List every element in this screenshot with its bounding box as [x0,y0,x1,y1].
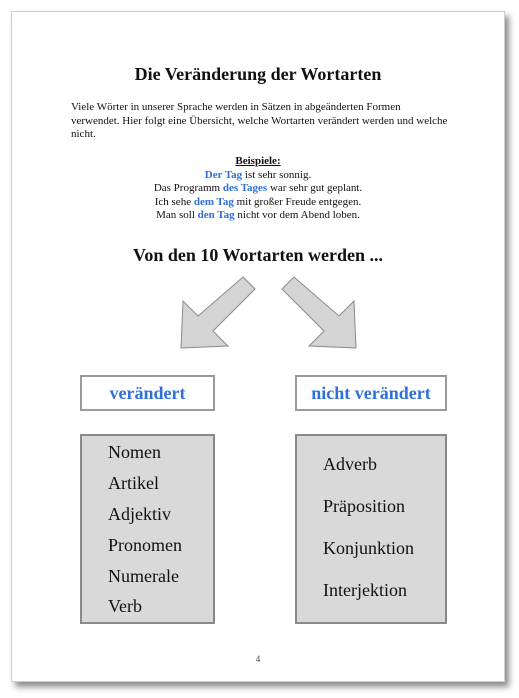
example-text: Ich sehe [154,195,194,208]
example-text: war sehr gut geplant. [267,182,363,194]
list-item: Konjunktion [323,538,415,558]
list-item: Verb [108,596,142,616]
unchanged-label-box [295,375,447,411]
document-page [11,11,505,682]
arrow-down-right-icon [279,274,359,352]
example-text: nicht vor dem Abend loben. [234,209,360,221]
page-number: 4 [255,654,261,664]
example-sentence [12,209,504,223]
example-sentence [12,196,504,210]
example-text: Das Programm [153,182,223,194]
unchanged-label: nicht verändert [311,382,431,403]
example-sentence [12,182,504,196]
example-highlight: des Tages [222,182,268,194]
example-sentence [12,169,504,183]
list-item: Präposition [323,496,406,516]
list-item: Adjektiv [108,504,171,524]
examples-block [12,155,504,223]
arrow-down-left-icon [178,274,258,352]
list-item: Interjektion [323,580,407,600]
changed-label: verändert [109,382,186,403]
example-highlight: dem Tag [193,195,234,208]
examples-heading: Beispiele: [235,155,281,167]
page-title: Die Veränderung der Wortarten [134,64,382,84]
intro-paragraph: Viele Wörter in unserer Sprache werden in Sätzen in abgeänderten Formen verwendet. Hier folgt eine Übersicht, welche Wortarten verändert werden und welche nicht. [71,101,448,140]
example-highlight: den Tag [197,209,235,221]
section-subtitle: Von den 10 Wortarten werden ... [132,245,383,265]
list-item: Artikel [108,473,159,493]
list-item: Nomen [108,442,161,462]
example-highlight: Der Tag [204,168,243,181]
changed-word-types-box [80,434,215,624]
unchanged-word-types-box [295,434,447,624]
example-text: ist sehr sonnig. [242,168,312,181]
example-text: mit großer Freude entgegen. [233,195,362,208]
changed-label-box [80,375,215,411]
list-item: Numerale [108,566,179,586]
example-text: Man soll [156,209,198,221]
list-item: Adverb [323,454,377,474]
list-item: Pronomen [108,535,182,555]
